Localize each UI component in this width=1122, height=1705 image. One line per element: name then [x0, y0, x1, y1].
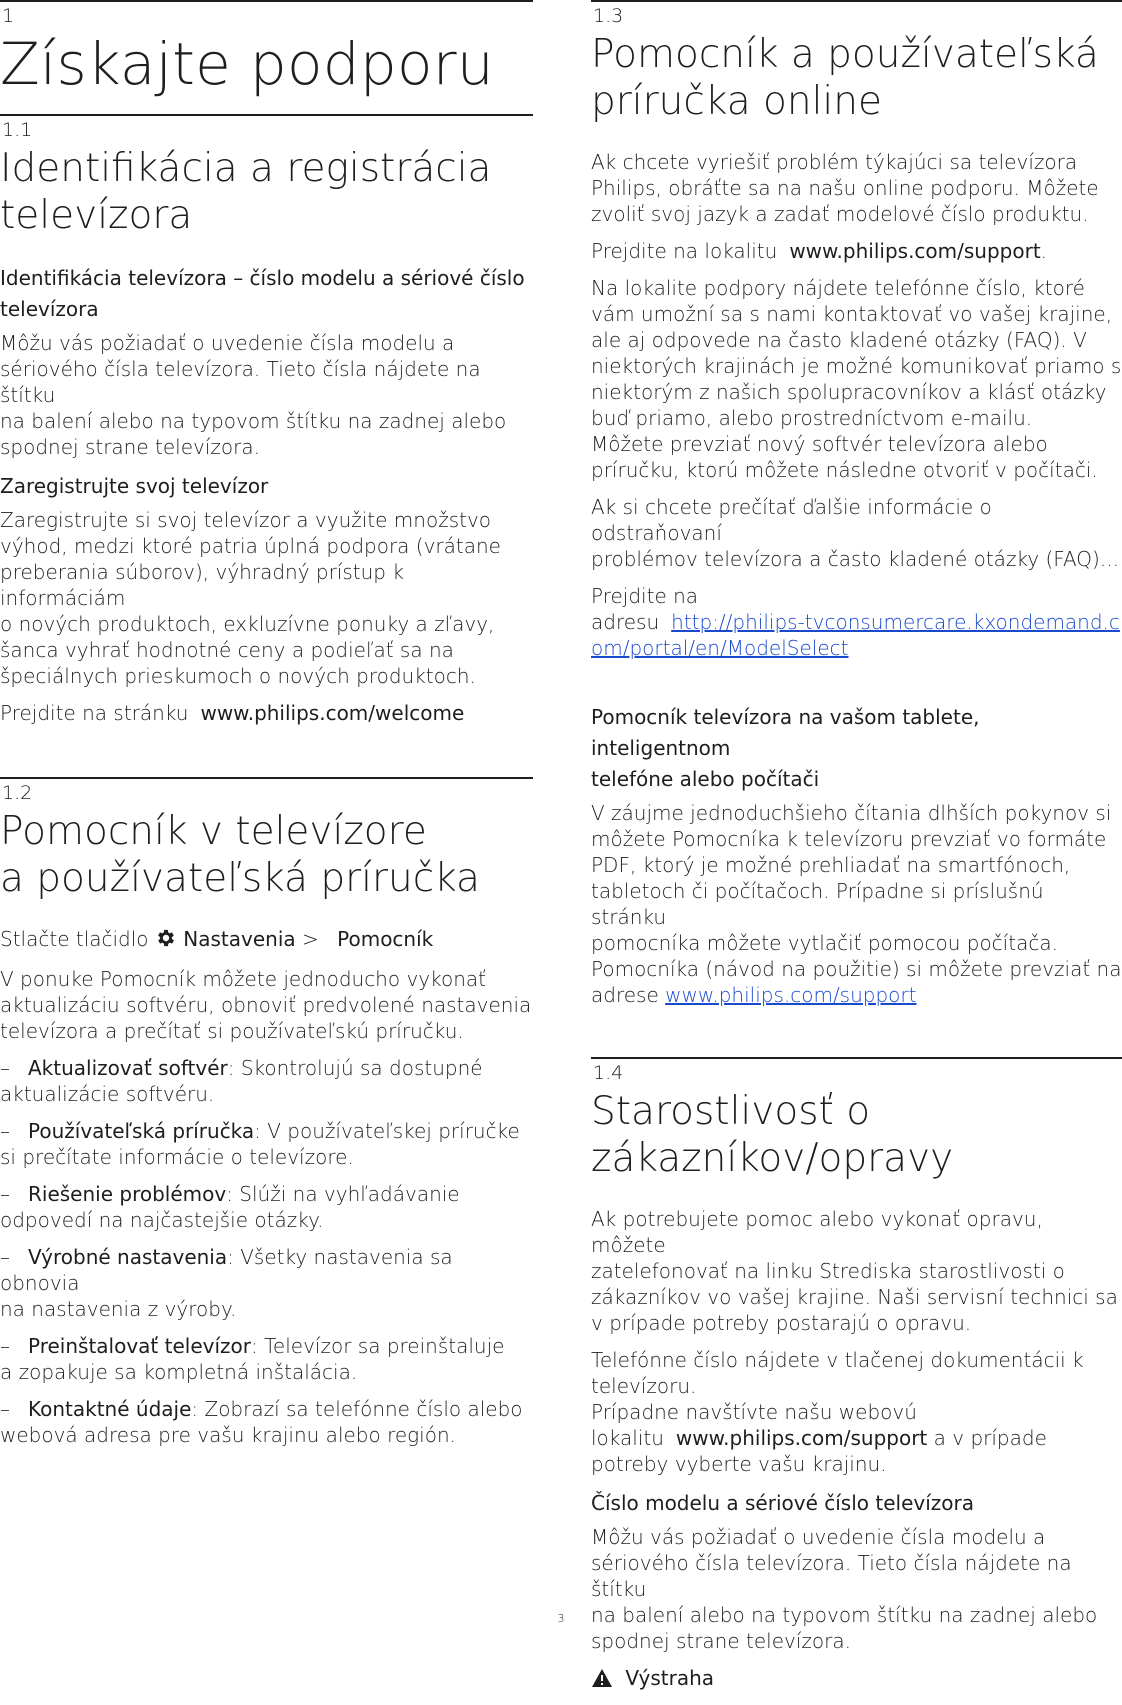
title-line: televízora — [0, 193, 193, 238]
subheading-line: televízora — [0, 297, 99, 321]
section-1-1-title — [0, 145, 533, 239]
text-line: potreby vyberte vašu krajinu. — [591, 1452, 887, 1476]
text-line: Môžu vás požiadať o uvedenie čísla modelu a — [0, 331, 455, 355]
section-1-3-number: 1.3 — [593, 5, 624, 27]
model-serial-paragraph — [591, 1524, 1122, 1654]
troubleshooting-paragraph — [591, 494, 1122, 572]
subheading-line: Identifikácia televízora – číslo modelu a sériové číslo — [0, 266, 525, 290]
item-desc: na nastavenia z výroby. — [0, 1297, 237, 1321]
text-line: Ak potrebujete pomoc alebo vykonať opravu, môžete — [591, 1207, 1043, 1257]
warning-line — [591, 1665, 1122, 1694]
title-line: Starostlivosť o — [591, 1089, 871, 1134]
gear-icon — [155, 927, 177, 955]
text-line: Na lokalite podpory nájdete telefónne číslo, ktoré — [591, 276, 1085, 300]
menu-separator: > — [302, 927, 319, 951]
text-line: Ak si chcete prečítať ďalšie informácie o odstraňovaní — [591, 495, 992, 545]
visit-text: Prejdite na lokalitu — [591, 239, 778, 263]
support-site-paragraph — [591, 275, 1122, 483]
help-intro-paragraph — [0, 966, 533, 1044]
phone-number-paragraph — [591, 1347, 1122, 1477]
welcome-visit-line — [0, 700, 533, 726]
section-1-3-title — [591, 31, 1122, 125]
identification-subheading — [0, 263, 533, 325]
press-text: Stlačte tlačidlo — [0, 927, 149, 951]
section-1-4-rule — [591, 1057, 1122, 1059]
welcome-link[interactable]: www.philips.com/welcome — [200, 701, 465, 725]
online-support-paragraph — [591, 149, 1122, 227]
dash: – — [0, 1397, 10, 1421]
text-line: Ak chcete vyriešiť problém týkajúci sa televízora — [591, 150, 1078, 174]
item-term: Riešenie problémov — [28, 1182, 227, 1206]
section-1-1-number: 1.1 — [2, 119, 33, 141]
address-text: adresu — [591, 610, 660, 634]
subheading-line: telefóne alebo počítači — [591, 767, 820, 791]
title-line: zákazníkov/opravy — [591, 1136, 954, 1181]
text-line: preberania súborov), výhradný prístup k informáciám — [0, 560, 404, 610]
register-subheading: Zaregistrujte svoj televízor — [0, 474, 269, 498]
section-1-2-rule — [0, 777, 533, 779]
text-line: zákazníkov vo vašej krajine. Naši servisní technici sa — [591, 1285, 1118, 1309]
text-line: problémov televízora a často kladené otázky (FAQ)... — [591, 547, 1119, 571]
page-number: 3 — [557, 1612, 565, 1625]
help-item-user-manual — [0, 1118, 533, 1170]
text-line: adrese — [591, 983, 659, 1007]
item-desc: aktualizácie softvéru. — [0, 1082, 215, 1106]
help-item-troubleshooting — [0, 1181, 533, 1233]
text-line: vám umožní sa s nami kontaktovať vo vašej krajine, — [591, 302, 1113, 326]
item-desc: : Skontrolujú sa dostupné — [227, 1056, 483, 1080]
subheading-line: Pomocník televízora na vašom tablete, inteligentnom — [591, 705, 980, 760]
text-line: V ponuke Pomocník môžete jednoducho vykonať — [0, 967, 487, 991]
item-desc: : Všetky nastavenia sa obnovia — [0, 1245, 453, 1295]
model-serial-subheading: Číslo modelu a sériové číslo televízora — [591, 1491, 974, 1515]
text-line: niektorých krajinách je možné komunikovať priamo s — [591, 354, 1122, 378]
text-line: V záujme jednoduchšieho čítania dlhších pokynov si — [591, 801, 1112, 825]
warning-icon — [591, 1668, 613, 1694]
title-line: príručka online — [591, 79, 882, 124]
section-1-rule — [0, 0, 533, 2]
text-line: ale aj odpovede na často kladené otázky (FAQ). V — [591, 328, 1087, 352]
text-line: Môžu vás požiadať o uvedenie čísla modelu a — [591, 1525, 1046, 1549]
text-line: o nových produktoch, exkluzívne ponuky a zľavy, — [0, 612, 495, 636]
pdf-support-link[interactable]: www.philips.com/support — [665, 983, 917, 1007]
text-line: šanca vyhrať hodnotné ceny a podieľať sa na — [0, 638, 454, 662]
dash: – — [0, 1056, 10, 1080]
right-column — [591, 0, 1122, 1705]
help-menu-label: Pomocník — [337, 927, 434, 951]
item-term: Používateľská príručka — [28, 1119, 255, 1143]
item-desc: webová adresa pre vašu krajinu alebo región. — [0, 1423, 457, 1447]
left-column — [0, 0, 533, 1459]
text-line: lokalitu — [591, 1426, 664, 1450]
text-line: v prípade potreby postarajú o opravu. — [591, 1311, 972, 1335]
text-line: PDF, ktorý je možné prehliadať na smartfónoch, — [591, 853, 1071, 877]
text-line: sériového čísla televízora. Tieto čísla nájdete na štítku — [591, 1551, 1072, 1601]
item-desc: : V používateľskej príručke — [254, 1119, 520, 1143]
section-1-1-rule — [0, 114, 533, 116]
text-line: Prejdite na — [591, 584, 699, 608]
section-1-4-number: 1.4 — [593, 1062, 624, 1084]
text-line: môžete Pomocníka k televízoru prevziať vo formáte — [591, 827, 1107, 851]
title-line: Identifikácia a registrácia — [0, 146, 492, 191]
help-item-update-software — [0, 1055, 533, 1107]
item-term: Výrobné nastavenia — [28, 1245, 228, 1269]
help-item-factory-settings — [0, 1244, 533, 1322]
text-line: Philips, obráťte sa na našu online podporu. Môžete — [591, 176, 1099, 200]
text-line: spodnej strane televízora. — [591, 1629, 851, 1653]
item-term: Aktualizovať softvér — [28, 1056, 228, 1080]
text-line: zvoliť svoj jazyk a zadať modelové číslo produktu. — [591, 202, 1089, 226]
help-item-reinstall-tv — [0, 1333, 533, 1385]
model-select-link[interactable]: http://philips-tvconsumercare.kxondemand.c — [671, 610, 1120, 634]
item-term: Preinštalovať televízor — [28, 1334, 251, 1358]
dash: – — [0, 1119, 10, 1143]
text-line: televízoru. — [591, 1374, 697, 1398]
item-desc: a zopakuje sa kompletná inštalácia. — [0, 1360, 358, 1384]
identification-paragraph — [0, 330, 533, 460]
title-line: Pomocník v televízore — [0, 809, 427, 854]
text-line: a v prípade — [933, 1426, 1047, 1450]
model-select-address — [591, 583, 1122, 661]
text-line: televízora a prečítať si používateľskú príručku. — [0, 1019, 464, 1043]
text-line: Prípadne navštívte našu webovú — [591, 1400, 917, 1424]
section-1-title: Získajte podporu — [0, 30, 494, 98]
text-line: tabletoch či počítačoch. Prípadne si príslušnú stránku — [591, 879, 1044, 929]
text-line: buď priamo, alebo prostredníctvom e-mailu. — [591, 406, 1033, 430]
text-line: na balení alebo na typovom štítku na zadnej alebo — [0, 409, 507, 433]
text-line: aktualizáciu softvéru, obnoviť predvolené nastavenia — [0, 993, 532, 1017]
text-line: niektorým z našich spolupracovníkov a klásť otázky — [591, 380, 1107, 404]
visit-text: Prejdite na stránku — [0, 701, 189, 725]
text-line: Môžete prevziať nový softvér televízora alebo — [591, 432, 1048, 456]
repair-paragraph — [591, 1206, 1122, 1336]
section-1-number: 1 — [2, 5, 15, 27]
press-instruction — [0, 926, 533, 955]
settings-menu-label: Nastavenia — [183, 927, 296, 951]
dash: – — [0, 1182, 10, 1206]
text-line: zatelefonovať na linku Strediska starostlivosti o — [591, 1259, 1065, 1283]
item-desc: : Zobrazí sa telefónne číslo alebo — [191, 1397, 523, 1421]
dash: – — [0, 1334, 10, 1358]
text-line: pomocníka môžete vytlačiť pomocou počítača. — [591, 931, 1058, 955]
text-line: Telefónne číslo nájdete v tlačenej dokumentácii k — [591, 1348, 1084, 1372]
text-line: spodnej strane televízora. — [0, 435, 260, 459]
text-line: sériového čísla televízora. Tieto čísla nájdete na štítku — [0, 357, 481, 407]
tablet-help-subheading — [591, 702, 1122, 795]
care-support-link[interactable]: www.philips.com/support — [675, 1426, 928, 1450]
section-1-4-title — [591, 1088, 1122, 1182]
help-item-contact-info — [0, 1396, 533, 1448]
support-visit-line — [591, 238, 1122, 264]
text-line: Zaregistrujte si svoj televízor a využite množstvo — [0, 508, 492, 532]
item-desc: odpovedí na najčastejšie otázky. — [0, 1208, 324, 1232]
dash: – — [0, 1245, 10, 1269]
model-select-link-cont[interactable]: om/portal/en/ModelSelect — [591, 636, 849, 660]
text-line: na balení alebo na typovom štítku na zadnej alebo — [591, 1603, 1098, 1627]
item-term: Kontaktné údaje — [28, 1397, 192, 1421]
item-desc: : Televízor sa preinštaluje — [251, 1334, 505, 1358]
section-1-3-rule — [591, 0, 1122, 2]
text-line: príručku, ktorú môžete následne otvoriť v počítači. — [591, 458, 1098, 482]
item-desc: si prečítate informácie o televízore. — [0, 1145, 354, 1169]
title-line: Pomocník a používateľská — [591, 32, 1099, 77]
section-1-2-number: 1.2 — [2, 782, 33, 804]
item-desc: : Slúži na vyhľadávanie — [226, 1182, 460, 1206]
support-link[interactable]: www.philips.com/support — [789, 239, 1041, 263]
section-1-2-title — [0, 808, 533, 902]
period: . — [1040, 239, 1048, 263]
pdf-help-paragraph — [591, 800, 1122, 1008]
text-line: výhod, medzi ktoré patria úplná podpora (vrátane — [0, 534, 501, 558]
text-line: špeciálnych prieskumoch o nových produktoch. — [0, 664, 476, 688]
text-line: Pomocníka (návod na použitie) si môžete prevziať na — [591, 957, 1122, 981]
register-paragraph — [0, 507, 533, 689]
title-line: a používateľská príručka — [0, 856, 480, 901]
warning-label: Výstraha — [625, 1666, 715, 1690]
